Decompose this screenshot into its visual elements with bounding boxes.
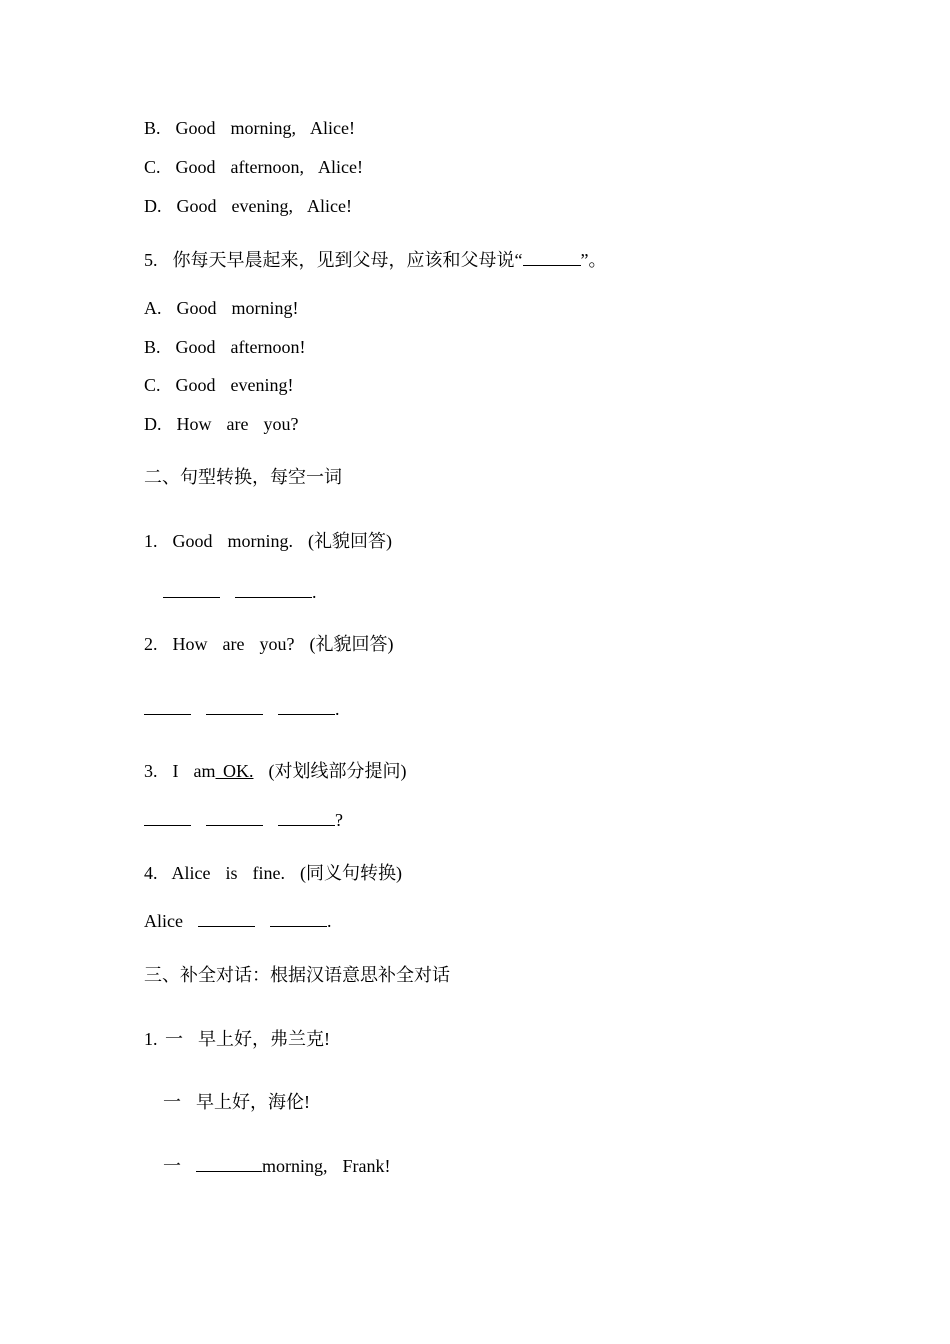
s2-question-1: 1. Good morning. (礼貌回答)	[144, 531, 392, 551]
s2-answer-3	[144, 808, 343, 832]
q5-option-a: A. Good morning!	[144, 298, 299, 318]
dialogue-dash: 一	[163, 1156, 181, 1176]
question-5-prompt-end: ”。	[580, 250, 607, 270]
answer-blank	[206, 698, 263, 715]
dialogue-1-line-3	[163, 1154, 390, 1178]
q3-instruction: (对划线部分提问)	[253, 761, 407, 781]
s2-question-4: 4. Alice is fine. (同义句转换)	[144, 863, 402, 883]
option-d: D. Good evening, Alice!	[144, 196, 352, 216]
answer-blank	[163, 581, 220, 598]
q3-underlined-part: OK.	[215, 761, 254, 781]
answer-end-punct: .	[335, 699, 340, 719]
option-b: B. Good morning, Alice!	[144, 118, 355, 138]
answer-end-punct: ?	[335, 810, 343, 830]
s2-question-2: 2. How are you? (礼貌回答)	[144, 634, 394, 654]
q3-text: 3. I am	[144, 761, 216, 781]
dialogue-text: morning, Frank!	[262, 1156, 391, 1176]
answer-blank	[144, 698, 191, 715]
answer-start-word: Alice	[144, 911, 183, 931]
section-3-title: 三、补全对话：根据汉语意思补全对话	[144, 965, 450, 985]
s2-answer-4	[144, 909, 331, 933]
dialogue-1-line-2: 一 早上好，海伦!	[163, 1092, 310, 1112]
answer-blank	[235, 581, 312, 598]
s2-question-3	[144, 759, 406, 783]
answer-blank	[278, 809, 335, 826]
answer-blank	[278, 698, 335, 715]
q5-option-c: C. Good evening!	[144, 375, 294, 395]
s2-answer-1	[163, 580, 317, 604]
q5-option-d: D. How are you?	[144, 414, 299, 434]
answer-blank	[198, 910, 255, 927]
question-5-prompt: 5. 你每天早晨起来，见到父母，应该和父母说“	[144, 250, 523, 270]
dialogue-1-line-1: 1. 一 早上好，弗兰克!	[144, 1029, 330, 1049]
answer-blank	[523, 249, 581, 266]
answer-blank	[270, 910, 327, 927]
option-c: C. Good afternoon, Alice!	[144, 157, 363, 177]
answer-blank	[144, 809, 191, 826]
section-2-title: 二、句型转换，每空一词	[144, 467, 342, 487]
question-5	[144, 248, 607, 272]
s2-answer-2	[144, 697, 340, 721]
answer-blank	[196, 1155, 262, 1172]
answer-end-punct: .	[312, 582, 317, 602]
answer-end-punct: .	[326, 911, 332, 931]
q5-option-b: B. Good afternoon!	[144, 337, 306, 357]
answer-blank	[206, 809, 263, 826]
